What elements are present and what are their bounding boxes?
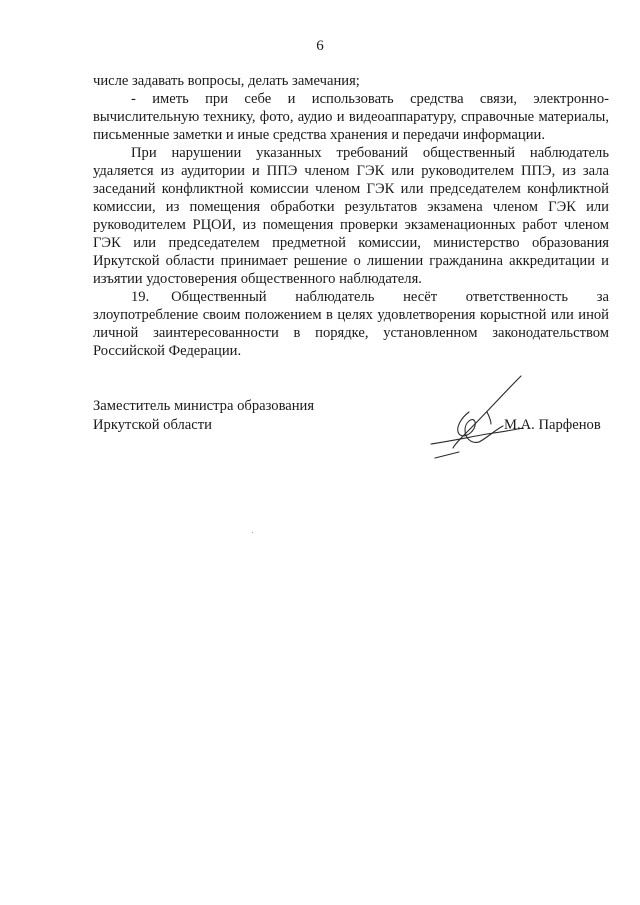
paragraph-violation-consequences: При нарушении указанных требований общественный наблюдатель удаляется из аудитории и ППЭ членом ГЭК или руководителем ППЭ, из зала заседаний конфликтной комиссии членом ГЭК или председателем конфликтной комиссии, из помещения обработки результатов экзамена членом ГЭК или руководителем РЦОИ, из помещения проверки экзаменационных работ членом ГЭК или председателем предметной комиссии, министерство образования Иркутской области принимает решение о лишении гражданина аккредитации и изъятии удостоверения общественного наблюдателя. bbox=[93, 145, 609, 287]
page-number: 6 bbox=[316, 38, 324, 54]
signer-position-line1: Заместитель министра образования bbox=[93, 398, 315, 414]
item-number: 19. bbox=[131, 289, 150, 305]
signer-position bbox=[93, 397, 314, 435]
signer-name: М.А. Парфенов bbox=[504, 417, 601, 433]
signer-position-line2: Иркутской области bbox=[93, 417, 212, 433]
scan-speck bbox=[252, 532, 253, 533]
paragraph-prohibited-devices: - иметь при себе и использовать средства связи, электронно-вычислительную технику, фото, аудио и видеоаппаратуру, справочные материалы, письменные заметки и иные средства хранения и передачи информации. bbox=[93, 91, 609, 143]
paragraph-item-19 bbox=[93, 288, 609, 360]
item-19-text: Общественный наблюдатель несёт ответственность за злоупотребление своим положением в целях удовлетворения корыстной или иной личной заинтересованности в порядке, установленном законодательством Российской Федерации. bbox=[93, 289, 609, 359]
document-body bbox=[93, 72, 609, 360]
paragraph-continuation: числе задавать вопросы, делать замечания; bbox=[93, 73, 360, 89]
